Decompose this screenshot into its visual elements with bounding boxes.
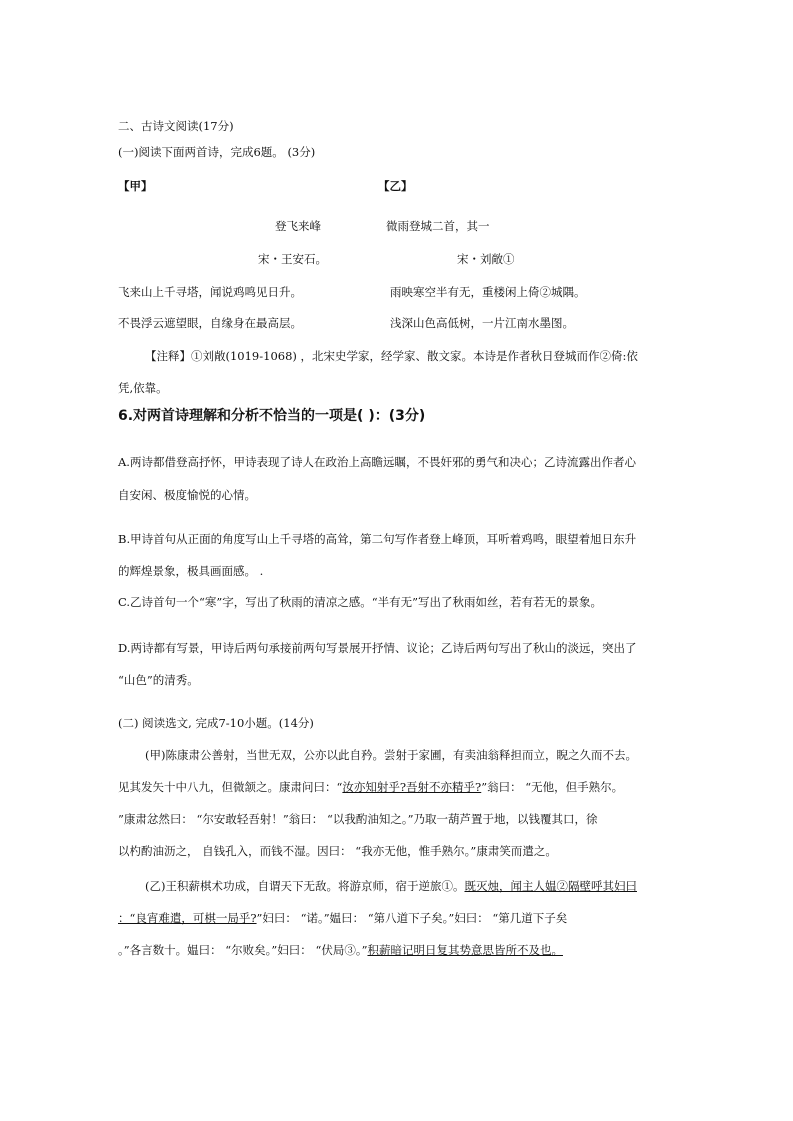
passage-jia-underlined: 汝亦知射乎?吾射不亦精乎? [342, 780, 482, 794]
option-c: C.乙诗首句一个“寒”字，写出了秋雨的清凉之感。“半有无”写出了秋雨如丝，若有若无的景象。 [118, 595, 603, 609]
label-yi: 【乙】 [378, 179, 413, 193]
option-a-line1: A.两诗都借登高抒怀，甲诗表现了诗人在政治上高瞻远瞩，不畏奸邪的勇气和决心；乙诗流露出作者心 [118, 455, 636, 469]
option-b-line1: B.甲诗首句从正面的角度写山上千寻塔的高耸，第二句写作者登上峰顶，耳听着鸡鸣，眼望着旭日东升 [118, 532, 637, 546]
passage-jia-line1: (甲)陈康肃公善射，当世无双，公亦以此自矜。尝射于家圃，有卖油翁释担而立，睨之久而不去。 [145, 748, 637, 762]
poem-yi-line1: 雨映寒空半有无，重楼闲上倚②城隅。 [390, 285, 586, 299]
passage-yi-line1 [145, 878, 637, 894]
passage-jia-line2-end: ”翁曰： “无他，但手熟尔。 [481, 780, 624, 794]
passage-yi-line1-text: (乙)王积薪棋术功成，自谓天下无敌。将游京师，宿于逆旅①。 [145, 879, 465, 893]
passage-jia-line4: 以杓酌油沥之， 自钱孔入，而钱不湿。因曰： “我亦无他，惟手熟尔。”康肃笑而遣之。 [118, 844, 557, 858]
question6-stem: 6.对两首诗理解和分析不恰当的一项是( )：(3分) [118, 408, 426, 424]
section-title: 二、古诗文阅读(17分) [118, 119, 234, 133]
passage-jia-line3: ”康肃忿然曰： “尔安敢轻吾射！”翁曰： “以我酌油知之。”乃取一葫芦置于地，以钱覆其口，徐 [118, 812, 598, 826]
option-b-line2: 的辉煌景象，极具画面感。 . [118, 564, 264, 578]
passage-yi-line3 [118, 942, 563, 958]
poem-yi-title: 微雨登城二首，其一 [386, 219, 490, 233]
passage-jia-line2-text: 见其发矢十中八九，但微颔之。康肃问曰：“ [118, 780, 343, 794]
passage-yi-line2-text: ”妇曰： “诺。”媪曰： “第八道下子矣。”妇曰： “第几道下子矣 [256, 911, 568, 925]
part2-heading: (二) 阅读选文, 完成7-10小题。(14分) [118, 716, 314, 730]
note-line1: 【注释】①刘敞(1019-1068) ，北宋史学家，经学家、散文家。本诗是作者秋日登城而作②倚:依 [145, 349, 638, 363]
poem-jia-title: 登飞来峰 [275, 219, 321, 233]
label-jia: 【甲】 [118, 179, 153, 193]
option-a-line2: 自安闲、极度愉悦的心情。 [118, 488, 256, 502]
passage-jia-line2 [118, 779, 623, 795]
note-line2: 凭,依靠。 [118, 381, 168, 395]
option-d-line2: “山色”的清秀。 [118, 673, 199, 687]
poem-jia-line2: 不畏浮云遮望眼，自缘身在最高层。 [118, 316, 302, 330]
poem-jia-line1: 飞来山上千寻塔，闻说鸡鸣见日升。 [118, 285, 302, 299]
passage-yi-line2 [118, 910, 567, 926]
poem-yi-line2: 浅深山色高低树，一片江南水墨图。 [390, 316, 574, 330]
option-d-line1: D.两诗都有写景，甲诗后两句承接前两句写景展开抒情、议论；乙诗后两句写出了秋山的淡远，突出了 [118, 641, 637, 655]
poem-yi-author: 宋・刘敞① [457, 252, 515, 266]
passage-yi-underlined-1: 既灭烛，闻主人媪②隔壁呼其妇曰 [464, 879, 637, 893]
passage-yi-underlined-2: ：“良宵难遣，可棋一局乎? [118, 911, 257, 925]
part1-heading: (一)阅读下面两首诗，完成6题。 (3分) [118, 145, 316, 159]
passage-yi-line3-text: 。”各言数十。媪曰： “尔败矣。”妇曰： “伏局③。” [118, 943, 368, 957]
poem-jia-author: 宋・王安石。 [258, 252, 327, 266]
passage-yi-underlined-3: 积薪暗记明日复其势意思皆所不及也。 [367, 943, 563, 957]
